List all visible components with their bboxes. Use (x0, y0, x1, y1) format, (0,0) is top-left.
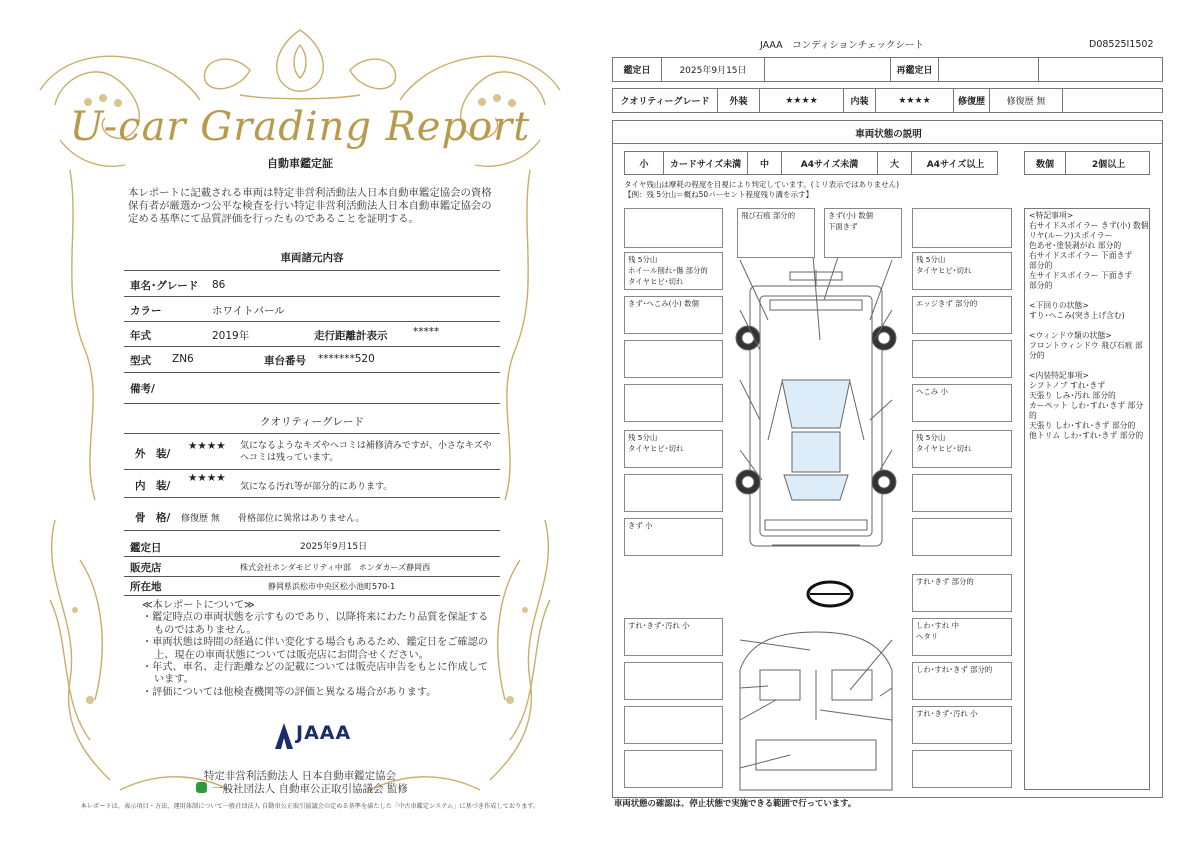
divider (124, 321, 500, 322)
notes-spacer (1029, 361, 1149, 371)
int-label: 内装 (843, 89, 875, 112)
divider (124, 270, 500, 271)
damage-box-front-center-left: 飛び石痕 部分的 (737, 208, 815, 258)
note-item: ・評価については他検査機関等の評価と異なる場合があります。 (142, 686, 437, 698)
divider (124, 576, 500, 577)
damage-box-front-right (912, 208, 1012, 248)
notes-line: 部分的 (1029, 261, 1053, 270)
notes-line: <下回りの状態> (1029, 301, 1089, 310)
count-legend (1024, 151, 1150, 175)
tire-note-2: 【例：残 5分山＝概ね50パーセント程度残り溝を示す】 (624, 190, 814, 199)
ext-label: 外装 (717, 89, 759, 112)
damage-box-right-2: エッジきず 部分的 (912, 296, 1012, 334)
divider (124, 346, 500, 347)
chassis-value: *******520 (318, 353, 375, 365)
notes-line: シフトノブ すれ･きず (1029, 381, 1106, 390)
notes-line: すり･へこみ(突き上げ含む) (1029, 311, 1125, 320)
notes-line: 右サイドスポイラー 下面きず (1029, 251, 1133, 260)
repair-label: 修復歴 (953, 89, 989, 112)
int-stars: ★★★★ (875, 89, 953, 112)
document-id: D08525I1502 (1089, 39, 1154, 50)
color-label: カラー (130, 305, 162, 317)
notes-line: フロントウィンドウ 飛び石痕 部分的 (1029, 341, 1143, 360)
chassis-label: 車台番号 (264, 355, 306, 367)
sheet-title: JAAA コンディションチェックシート (760, 40, 924, 51)
frame-label: 骨 格/ (135, 512, 171, 524)
spec-title: 車両諸元内容 (280, 252, 344, 264)
sheet-footer: 車両状態の確認は、停止状態で実施できる範囲で行っています。 (614, 798, 857, 808)
divider (124, 296, 500, 297)
mileage-value: ***** (413, 326, 440, 338)
report-notes (142, 600, 492, 699)
note-item: ・年式、車名、走行距離などの記載については販売店申告をもとに作成しています。 (142, 662, 489, 686)
count-desc: 2個以上 (1065, 152, 1151, 174)
footnote: 本レポートは、表示項目・方法、運用体制について一般社団法人 自動車公正取引協議会の定める基準を満たした「中古車鑑定システム」に基づき作成しております。 (80, 803, 540, 810)
redate-value (938, 58, 1038, 81)
date-value: 2025年9月15日 (300, 542, 368, 552)
color-value: ホワイトパール (212, 305, 285, 317)
interior-box-left-2 (624, 662, 723, 700)
qg-label: クオリティーグレード (620, 97, 710, 107)
notes-line: 部分的 (1029, 281, 1053, 290)
damage-box-right-6 (912, 474, 1012, 512)
notes-line: リヤ(ルーフ)スポイラー (1029, 231, 1113, 240)
interior-label: 内 装/ (135, 480, 171, 492)
damage-box-left-3 (624, 340, 723, 378)
damage-box-right-4: へこみ 小 (912, 384, 1012, 422)
divider (124, 469, 500, 470)
notes-line: <特記事項> (1029, 211, 1074, 220)
interior-box-right-3: すれ･きず･汚れ 小 (912, 706, 1012, 744)
special-notes-box (1024, 208, 1150, 790)
divider (124, 556, 500, 557)
report-title: U-car Grading Report (69, 104, 531, 150)
divider (124, 530, 500, 531)
size-large: 大 (877, 152, 911, 174)
tire-note-1: タイヤ残山は摩耗の程度を目視により判定しています。(ミリ表示ではありません) (624, 180, 900, 189)
divider (124, 595, 500, 596)
notes-line: 天張り しみ･汚れ 部分的 (1029, 391, 1116, 400)
notes-spacer (1029, 291, 1149, 301)
divider (124, 497, 500, 498)
interior-box-left-4 (624, 750, 723, 788)
notes-line: 天張り しわ･すれ･きず 部分的 (1029, 421, 1136, 430)
notes-title: ≪本レポートについて≫ (142, 600, 255, 611)
condition-title-bar (612, 120, 1163, 144)
name-label: 車名･グレード (130, 280, 199, 292)
interior-box-left-3 (624, 706, 723, 744)
notes-spacer (1029, 321, 1149, 331)
address-value: 静岡県浜松市中央区松小池町570-1 (268, 582, 396, 591)
notes-line: 右サイドスポイラー きず(小) 数個 (1029, 221, 1149, 230)
notes-line: 色あせ･塗装剥がれ 部分的 (1029, 241, 1122, 250)
damage-box-left-1: 残 5分山 ホイール削れ･傷 部分的 タイヤヒビ･切れ (624, 252, 723, 290)
mileage-label: 走行距離計表示 (314, 330, 388, 342)
notes-line: 左サイドスポイラー 下面きず (1029, 271, 1133, 280)
damage-box-left-7: きず 小 (624, 518, 723, 556)
damage-box-right-3 (912, 340, 1012, 378)
year-value: 2019年 (212, 330, 250, 342)
frame-text: 骨格部位に異常はありません。 (238, 514, 365, 524)
org-name-2: 一般社団法人 自動車公正取引協議会 監修 (212, 783, 408, 795)
special-notes (1029, 211, 1149, 441)
size-mid: 中 (747, 152, 781, 174)
name-value: 86 (212, 279, 226, 291)
dealer-label: 販売店 (130, 562, 162, 574)
frame-repair: 修復歴 無 (181, 514, 220, 524)
notes-line: <内装特記事項> (1029, 371, 1089, 380)
certificate-subtitle: 自動車鑑定証 (267, 157, 333, 170)
interior-text: 気になる汚れ等が部分的にあります。 (240, 482, 393, 492)
damage-box-right-7 (912, 518, 1012, 556)
blank-cell (1062, 89, 1163, 112)
model-label: 型式 (130, 355, 151, 367)
condition-title: 車両状態の説明 (855, 129, 922, 140)
year-label: 年式 (130, 330, 151, 342)
damage-box-front-left (624, 208, 723, 248)
date-value: 2025年9月15日 (661, 58, 764, 81)
jaaa-logo-text: JAAA (296, 722, 352, 744)
divider (124, 403, 500, 404)
ext-stars: ★★★★ (759, 89, 843, 112)
intro-text: 本レポートに記載される車両は特定非営利活動法人日本自動車鑑定協会の資格保有者が厳選かつ公平な検査を行い特定非営利活動法人日本自動車鑑定協会の定める基準にて品質評価を行ったものであることを証明する。 (128, 187, 492, 225)
size-large-desc: A4サイズ以上 (911, 152, 999, 174)
size-mid-desc: A4サイズ未満 (781, 152, 877, 174)
interior-box-right-1: しわ･すれ 中 ヘタリ (912, 618, 1012, 656)
date-label: 鑑定日 (623, 66, 651, 76)
quality-title: クオリティーグレード (260, 416, 364, 428)
divider (124, 372, 500, 373)
note-item: ・車両状態は時間の経過に伴い変化する場合もあるため、鑑定日をご確認の上、現在の車両状態については販売店にお問合せください。 (142, 637, 488, 661)
org-name-1: 特定非営利活動法人 日本自動車鑑定協会 (203, 770, 397, 782)
jaaa-logo-icon (274, 722, 294, 750)
repair-value: 修復歴 無 (989, 89, 1062, 112)
remarks-label: 備考/ (130, 383, 155, 395)
divider (124, 433, 500, 434)
interior-box-right-4 (912, 750, 1012, 788)
size-legend (624, 151, 998, 175)
notes-line: カーペット しわ･すれ･きず 部分的 (1029, 401, 1144, 420)
note-item: ・鑑定時点の車両状態を示すものであり、以降将来にわたり品質を保証するものではありません。 (142, 612, 489, 636)
damage-box-left-5: 残 5分山 タイヤヒビ･切れ (624, 430, 723, 468)
exterior-stars: ★★★★ (188, 440, 226, 452)
damage-box-right-5: 残 5分山 タイヤヒビ･切れ (912, 430, 1012, 468)
dealer-value: 株式会社ホンダモビリティ中部 ホンダカーズ静岡西 (240, 563, 431, 572)
damage-box-left-2: きず･へこみ(小) 数個 (624, 296, 723, 334)
damage-box-front-center-right: きず(小) 数個 下面きず (824, 208, 902, 258)
date-label: 鑑定日 (130, 542, 162, 554)
notes-line: 他トリム しわ･すれ･きず 部分的 (1029, 431, 1144, 440)
interior-stars: ★★★★ (188, 472, 226, 484)
exterior-text: 気になるようなキズやヘコミは補修済みですが、小さなキズやヘコミは残っています。 (240, 441, 492, 463)
size-small: 小 (639, 159, 649, 170)
address-label: 所在地 (130, 581, 162, 593)
blank-cell (1038, 58, 1163, 81)
quality-row (612, 88, 1163, 113)
damage-box-left-4 (624, 384, 723, 422)
notes-line: <ウィンドウ類の状態> (1029, 331, 1112, 340)
interior-box-left-1: すれ･きず･汚れ 小 (624, 618, 723, 656)
model-value: ZN6 (172, 353, 194, 365)
date-row (612, 57, 1163, 82)
interior-box-right-2: しわ･すれ･きず 部分的 (912, 662, 1012, 700)
count-label: 数個 (1035, 159, 1054, 170)
exterior-label: 外 装/ (135, 448, 171, 460)
damage-box-left-6 (624, 474, 723, 512)
size-small-desc: カードサイズ未満 (663, 152, 747, 174)
condition-sheet (600, 0, 1200, 848)
damage-box-right-1: 残 5分山 タイヤヒビ･切れ (912, 252, 1012, 290)
blank-cell (764, 58, 890, 81)
redate-label: 再鑑定日 (890, 58, 938, 81)
interior-box-steering: すれ･きず 部分的 (912, 574, 1012, 612)
